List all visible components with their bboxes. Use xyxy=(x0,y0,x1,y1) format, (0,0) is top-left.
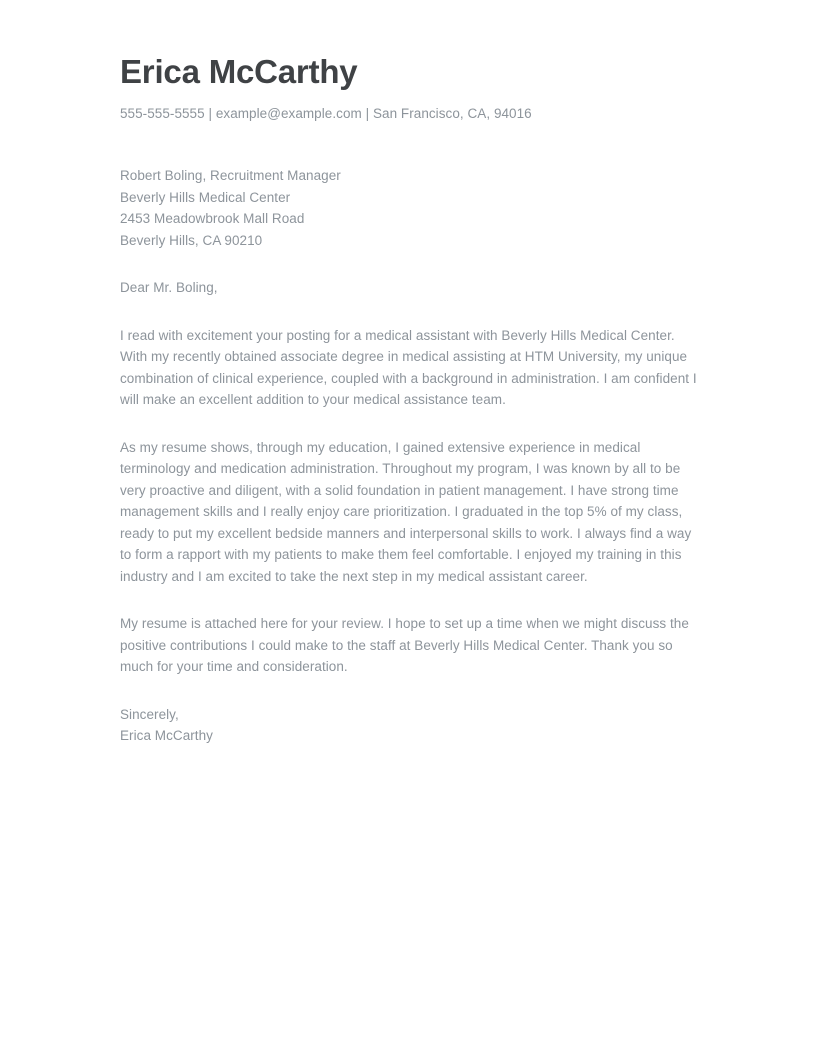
recipient-name-title: Robert Boling, Recruitment Manager xyxy=(120,168,341,183)
signature-block xyxy=(120,678,698,747)
letter-header xyxy=(120,0,698,124)
recipient-address-block xyxy=(120,124,698,251)
recipient-city-state-zip: Beverly Hills, CA 90210 xyxy=(120,232,263,248)
body-paragraph-1: I read with excitement your posting for a medical assistant with Beverly Hills Medical Center. With my recently obtained associate degree in medical assisting at HTM University, my unique combination of clinical experience, coupled with a background in administration. I am confident I will make an excellent addition to your medical assistance team. xyxy=(120,327,697,407)
body-paragraph-3: My resume is attached here for your review. I hope to set up a time when we might discuss the positive contributions I could make to the staff at Beverly Hills Medical Center. Thank you so much for your time and consideration. xyxy=(120,616,689,674)
letter-body xyxy=(120,251,698,678)
recipient-company: Beverly Hills Medical Center xyxy=(120,189,291,205)
salutation: Dear Mr. Boling, xyxy=(120,280,218,295)
signature-name: Erica McCarthy xyxy=(120,728,213,743)
contact-info-line: 555-555-5555 | example@example.com | San Francisco, CA, 94016 xyxy=(120,106,532,121)
recipient-street: 2453 Meadowbrook Mall Road xyxy=(120,211,305,226)
letter-content xyxy=(120,0,698,747)
page-title: Erica McCarthy xyxy=(120,53,358,90)
body-paragraph-2: As my resume shows, through my education, I gained extensive experience in medical terminology and medication administration. Throughout my program, I was known by all to be very proactive and diligent, with a solid foundation in patient management. I have strong time management skills and I really enjoy care prioritization. I graduated in the top 5% of my class, ready to put my excellent bedside manners and interpersonal skills to work. I always find a way to form a rapport with my patients to make them feel comfortable. I enjoyed my training in this industry and I am excited to take the next step in my medical assistant career. xyxy=(120,439,692,584)
closing-salutation: Sincerely, xyxy=(120,706,179,722)
